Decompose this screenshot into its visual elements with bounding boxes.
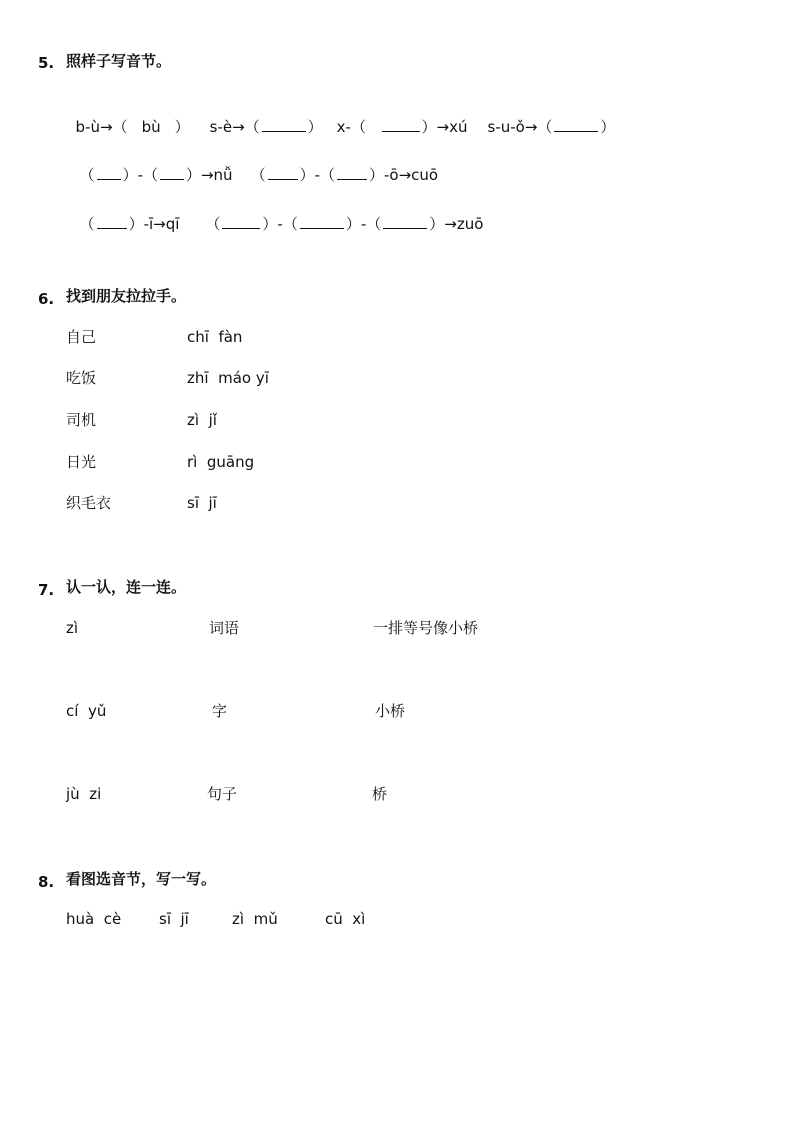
q5-r1-c: x-（ bbox=[336, 118, 366, 136]
q6-left-2[interactable]: 司机 bbox=[66, 411, 97, 429]
answer-blank[interactable] bbox=[383, 214, 427, 229]
q5-number: 5. bbox=[38, 54, 55, 72]
answer-blank[interactable] bbox=[300, 214, 344, 229]
q7-title: 认一认，连一连。 bbox=[66, 578, 187, 596]
q8-option-1[interactable]: sī jī bbox=[159, 910, 189, 928]
q6-right-2[interactable]: zì jǐ bbox=[187, 411, 217, 429]
q8-option-2[interactable]: zì mǔ bbox=[232, 910, 278, 928]
q7-number: 7. bbox=[38, 581, 55, 599]
q7-col3-1[interactable]: 小桥 bbox=[375, 702, 406, 720]
q5-r1-a-answer: bù bbox=[141, 118, 161, 136]
q6-right-1[interactable]: zhī máo yī bbox=[187, 369, 269, 387]
q6-right-0[interactable]: chī fàn bbox=[187, 328, 243, 346]
q5-r1-b: s-è→（ bbox=[209, 118, 260, 136]
q5-r1-a: b-ù→（ bbox=[75, 118, 128, 136]
answer-blank[interactable] bbox=[97, 214, 127, 229]
q8-title: 看图选音节，写一写。 bbox=[66, 870, 217, 888]
q7-col1-1[interactable]: cí yǔ bbox=[66, 702, 107, 720]
answer-blank[interactable] bbox=[268, 165, 298, 180]
q8-option-3[interactable]: cū xì bbox=[325, 910, 366, 928]
q7-col2-0[interactable]: 词语 bbox=[209, 619, 240, 637]
q7-col2-1[interactable]: 字 bbox=[212, 702, 228, 720]
q6-left-4[interactable]: 织毛衣 bbox=[66, 494, 112, 512]
q5-row1-c-blank-wrap: ）→xú s-u-ǒ→（ ） bbox=[370, 102, 615, 135]
q5-r1-d: s-u-ǒ→（ bbox=[487, 118, 553, 136]
q6-right-3[interactable]: rì guāng bbox=[187, 453, 255, 471]
q8-number: 8. bbox=[38, 873, 55, 891]
q6-title: 找到朋友拉拉手。 bbox=[66, 287, 187, 305]
q6-right-4[interactable]: sī jī bbox=[187, 494, 217, 512]
answer-blank[interactable] bbox=[97, 165, 121, 180]
answer-blank[interactable] bbox=[262, 117, 306, 132]
q6-left-1[interactable]: 吃饭 bbox=[66, 369, 97, 387]
q7-col1-2[interactable]: jù zi bbox=[66, 785, 102, 803]
answer-blank[interactable] bbox=[337, 165, 367, 180]
answer-blank[interactable] bbox=[222, 214, 260, 229]
answer-blank[interactable] bbox=[382, 117, 420, 132]
q5-row1: b-ù→（ bù ） s-è→（ ） x-（ bbox=[75, 118, 366, 136]
q5-row2: （ ）-（ ）→nǚ （ ）-（ ）-ō→cuō bbox=[79, 166, 439, 184]
q5-title: 照样子写音节。 bbox=[66, 52, 172, 70]
q7-col1-0[interactable]: zì bbox=[66, 619, 79, 637]
q7-col3-0[interactable]: 一排等号像小桥 bbox=[373, 619, 479, 637]
q6-left-3[interactable]: 日光 bbox=[66, 453, 97, 471]
q5-row3: （ ）-ī→qī （ ）-（ ）-（ ）→zuō bbox=[79, 215, 484, 233]
q6-number: 6. bbox=[38, 290, 55, 308]
q7-col2-2[interactable]: 句子 bbox=[207, 785, 238, 803]
q7-col3-2[interactable]: 桥 bbox=[372, 785, 388, 803]
answer-blank[interactable] bbox=[554, 117, 598, 132]
answer-blank[interactable] bbox=[160, 165, 184, 180]
q8-option-0[interactable]: huà cè bbox=[66, 910, 122, 928]
q6-left-0[interactable]: 自己 bbox=[66, 328, 97, 346]
